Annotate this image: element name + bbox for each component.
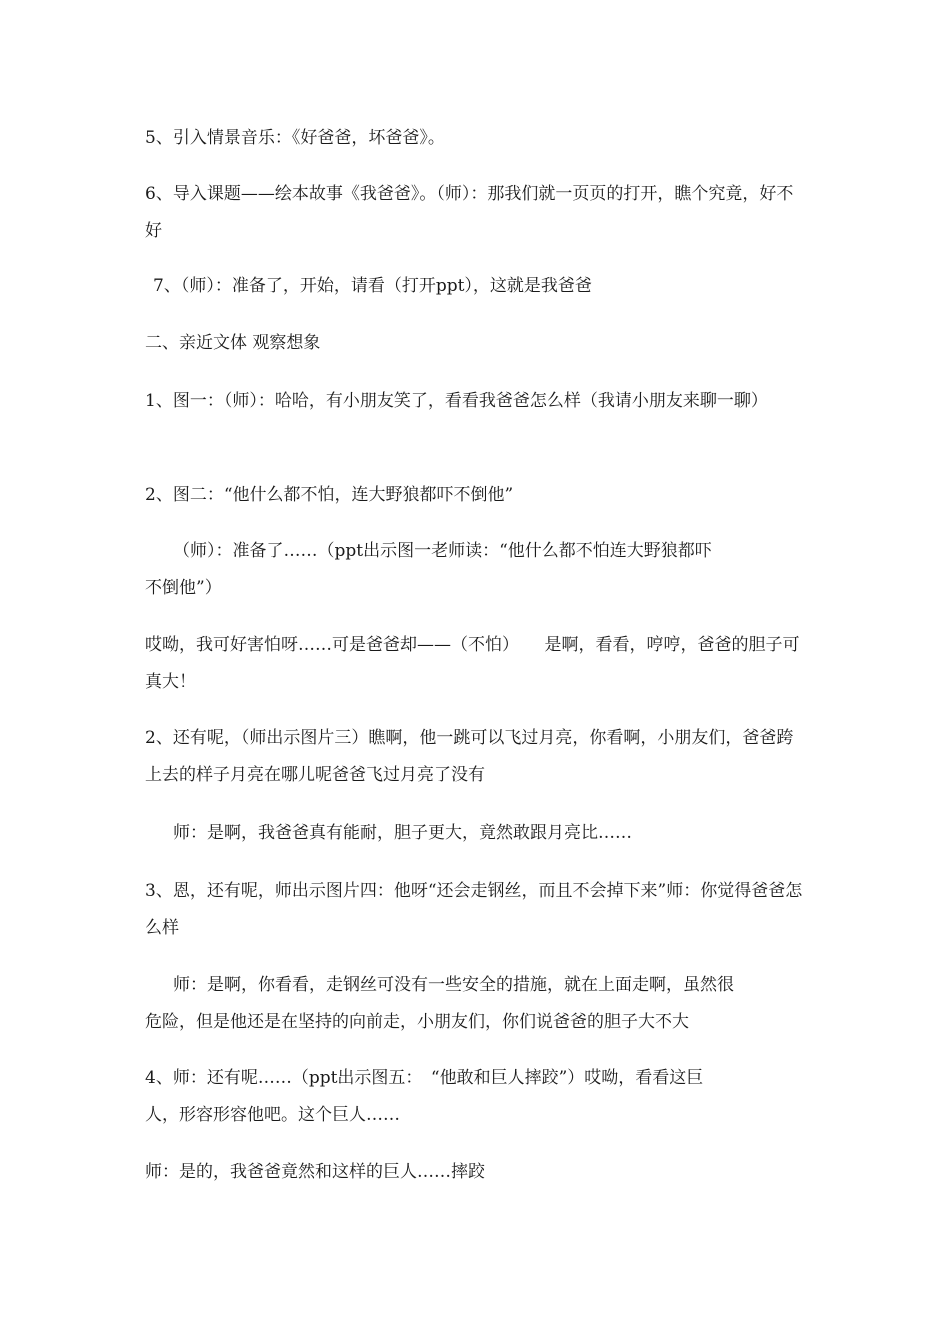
paragraph-picture-4: 3、恩，还有呢，师出示图片四：他呀“还会走钢丝，而且不会掉下来”师：你觉得爸爸怎么样	[145, 881, 803, 938]
paragraph-step-5: 5、引入情景音乐：《好爸爸，坏爸爸》。	[145, 128, 445, 148]
paragraph-picture-5-line1: 4、师：还有呢……（ppt出示图五： “他敢和巨人摔跤”）哎呦，看看这巨	[145, 1068, 704, 1088]
paragraph-picture-2: 2、图二：“他什么都不怕，连大野狼都吓不倒他”	[145, 485, 514, 505]
paragraph-teacher-reads-line2: 不倒他”）	[145, 578, 222, 598]
paragraph-teacher-tightrope-line2: 危险，但是他还是在坚持的向前走，小朋友们，你们说爸爸的胆子大不大	[145, 1012, 689, 1032]
paragraph-teacher-tightrope-line1: 师：是啊，你看看，走钢丝可没有一些安全的措施，就在上面走啊，虽然很	[173, 975, 734, 995]
section-heading: 二、亲近文体 观察想象	[145, 333, 321, 353]
paragraph-brave-dad: 哎呦，我可好害怕呀……可是爸爸却——（不怕） 是啊，看看，哼哼，爸爸的胆子可真大！	[145, 635, 800, 692]
paragraph-teacher-moon: 师：是啊，我爸爸真有能耐，胆子更大，竟然敢跟月亮比……	[173, 823, 632, 843]
paragraph-picture-5-line2: 人，形容形容他吧。这个巨人……	[145, 1105, 400, 1125]
paragraph-step-6: 6、导入课题——绘本故事《我爸爸》。（师）：那我们就一页页的打开，瞧个究竟，好不好	[145, 184, 794, 241]
paragraph-step-7: 7、（师）：准备了，开始，请看（打开ppt），这就是我爸爸	[153, 276, 592, 296]
paragraph-picture-3: 2、还有呢，（师出示图片三）瞧啊，他一跳可以飞过月亮，你看啊，小朋友们，爸爸跨上去的样子月亮在哪儿呢爸爸飞过月亮了没有	[145, 728, 794, 785]
paragraph-picture-1: 1、图一：（师）：哈哈，有小朋友笑了，看看我爸爸怎么样（我请小朋友来聊一聊）	[145, 391, 768, 411]
paragraph-teacher-reads-line1: （师）：准备了……（ppt出示图一老师读：“他什么都不怕连大野狼都吓	[173, 541, 712, 561]
paragraph-teacher-giant: 师：是的，我爸爸竟然和这样的巨人……摔跤	[145, 1162, 485, 1182]
